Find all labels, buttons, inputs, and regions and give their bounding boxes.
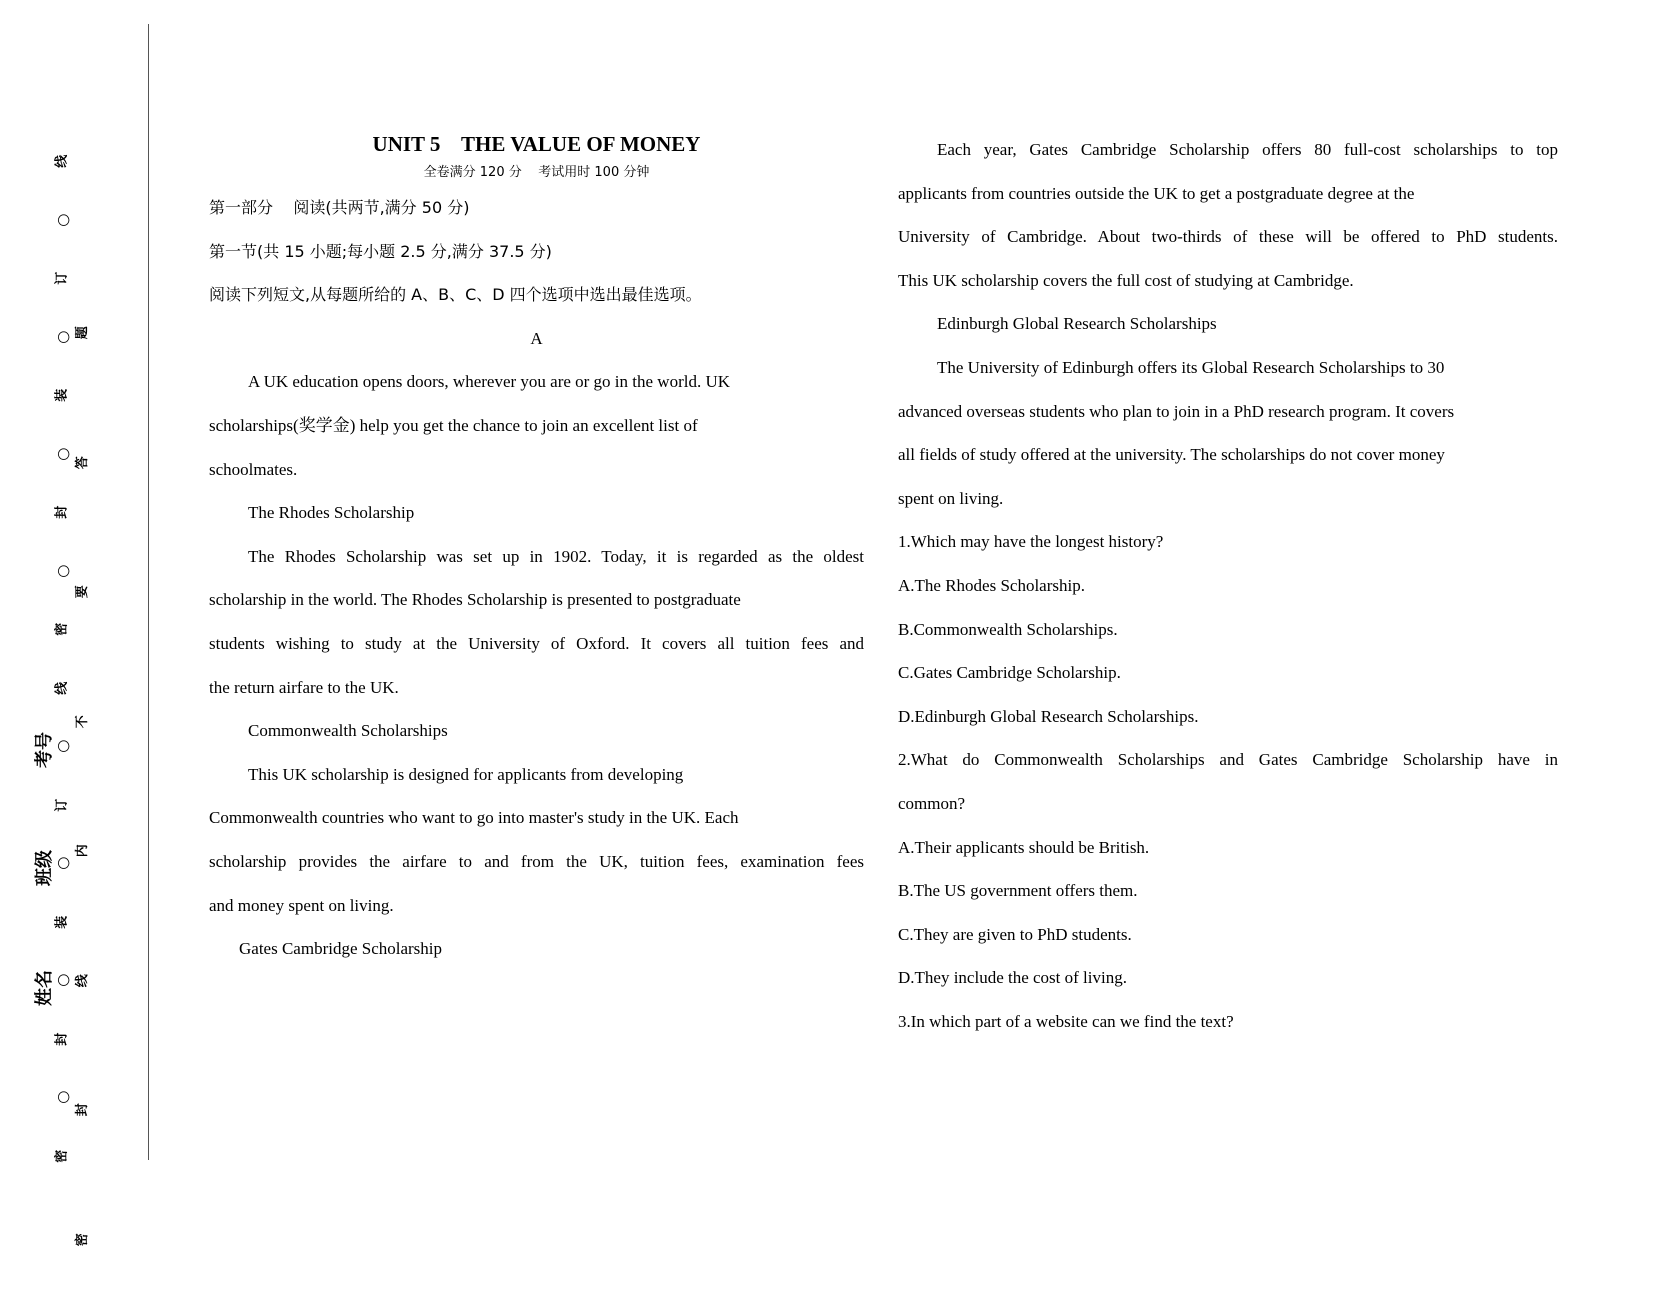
seal-char: 答 [75, 455, 91, 469]
answer-option: D.Edinburgh Global Research Scholarships. [898, 706, 1199, 726]
passage-line: schoolmates. [209, 459, 298, 479]
passage-line: scholarships(奖学金) help you get the chance to join an excellent list of [209, 415, 698, 435]
question-stem: common? [898, 793, 966, 813]
passage-line: The University of Edinburgh offers its Global Research Scholarships to 30 [937, 357, 1445, 377]
page-title: UNIT 5 THE VALUE OF MONEY [372, 132, 701, 156]
seal-circle: ○ [53, 1090, 72, 1104]
answer-option: C.They are given to PhD students. [898, 924, 1132, 944]
subheading-commonwealth: Commonwealth Scholarships [248, 721, 448, 741]
seal-char: 封 [54, 505, 70, 519]
seal-char: 线 [54, 154, 70, 168]
subheading-rhodes: The Rhodes Scholarship [248, 503, 415, 523]
passage-line: A UK education opens doors, wherever you are or go in the world. UK [248, 372, 731, 392]
seal-char: 封 [75, 1103, 91, 1117]
outer-seal-strip [53, 132, 92, 1185]
passage-line: the return airfare to the UK. [209, 677, 399, 697]
passage-line: spent on living. [898, 488, 1004, 508]
seal-circle: ○ [53, 213, 72, 227]
passage-label: A [530, 328, 543, 348]
passage-line: applicants from countries outside the UK to get a postgraduate degree at the [898, 183, 1415, 203]
question-stem: 2.What do Commonwealth Scholarships and Gates Cambridge Scholarship have in [898, 750, 1558, 770]
answer-option: A.The Rhodes Scholarship. [898, 575, 1085, 595]
seal-char: 装 [54, 388, 70, 402]
seal-circle: ○ [53, 330, 72, 344]
seal-char: 内 [75, 844, 91, 858]
passage-line: University of Cambridge. About two-thirds of these will be offered to PhD students. [898, 227, 1558, 247]
left-column [209, 128, 864, 971]
answer-option: D.They include the cost of living. [898, 968, 1127, 988]
seal-char: 不 [75, 714, 91, 728]
seal-char: 题 [75, 326, 91, 340]
section-part-heading: 第一部分 阅读(共两节,满分 50 分) [209, 198, 470, 217]
passage-line: Commonwealth countries who want to go into master's study in the UK. Each [209, 808, 739, 828]
subheading-gates: Gates Cambridge Scholarship [239, 939, 443, 959]
seal-circle: ○ [53, 447, 72, 461]
seal-circle: ○ [53, 564, 72, 578]
seal-circle: ○ [53, 856, 72, 870]
seal-char: 密 [54, 622, 70, 636]
answer-option: B.Commonwealth Scholarships. [898, 619, 1118, 639]
seal-char: 线 [75, 973, 91, 987]
instruction: 阅读下列短文,从每题所给的 A、B、C、D 四个选项中选出最佳选项。 [209, 285, 702, 305]
seal-char: 要 [75, 585, 91, 599]
passage-line: scholarship provides the airfare to and from the UK, tuition fees, examination fees [209, 851, 864, 871]
question-stem: 1.Which may have the longest history? [898, 532, 1164, 552]
class-label: 班级 [34, 850, 55, 886]
subheading-edinburgh: Edinburgh Global Research Scholarships [937, 314, 1217, 334]
answer-option: A.Their applicants should be British. [898, 837, 1150, 857]
seal-char: 订 [54, 798, 70, 812]
exam-info: 全卷满分 120 分 考试用时 100 分钟 [423, 165, 650, 180]
passage-line: and money spent on living. [209, 895, 394, 915]
passage-line: advanced overseas students who plan to join in a PhD research program. It covers [898, 401, 1455, 421]
passage-line: all fields of study offered at the university. The scholarships do not cover money [898, 445, 1445, 465]
passage-line: This UK scholarship is designed for applicants from developing [248, 764, 684, 784]
passage-line: students wishing to study at the University of Oxford. It covers all tuition fees and [209, 633, 864, 653]
seal-circle: ○ [53, 973, 72, 987]
question-stem: 3.In which part of a website can we find the text? [898, 1011, 1234, 1031]
passage-line: This UK scholarship covers the full cost of studying at Cambridge. [898, 270, 1354, 290]
name-label: 姓名 [34, 970, 55, 1006]
seal-char: 密 [54, 1149, 70, 1163]
section-node-heading: 第一节(共 15 小题;每小题 2.5 分,满分 37.5 分) [209, 241, 552, 261]
answer-option: C.Gates Cambridge Scholarship. [898, 663, 1121, 683]
seal-char: 封 [54, 1032, 70, 1046]
inner-seal-strip [75, 268, 148, 1304]
seal-char: 装 [54, 915, 70, 929]
passage-line: Each year, Gates Cambridge Scholarship offers 80 full-cost scholarships to top [937, 140, 1558, 159]
exam-number-label: 考号 [34, 732, 55, 768]
seal-char: 线 [54, 681, 70, 695]
passage-line: The Rhodes Scholarship was set up in 1902. Today, it is regarded as the oldest [248, 546, 864, 566]
seal-char: 订 [54, 271, 70, 285]
seal-char: 密 [75, 1232, 91, 1246]
passage-line: scholarship in the world. The Rhodes Scholarship is presented to postgraduate [209, 590, 741, 610]
answer-option: B.The US government offers them. [898, 881, 1138, 901]
seal-circle: ○ [53, 739, 72, 753]
right-column [898, 128, 1558, 1043]
